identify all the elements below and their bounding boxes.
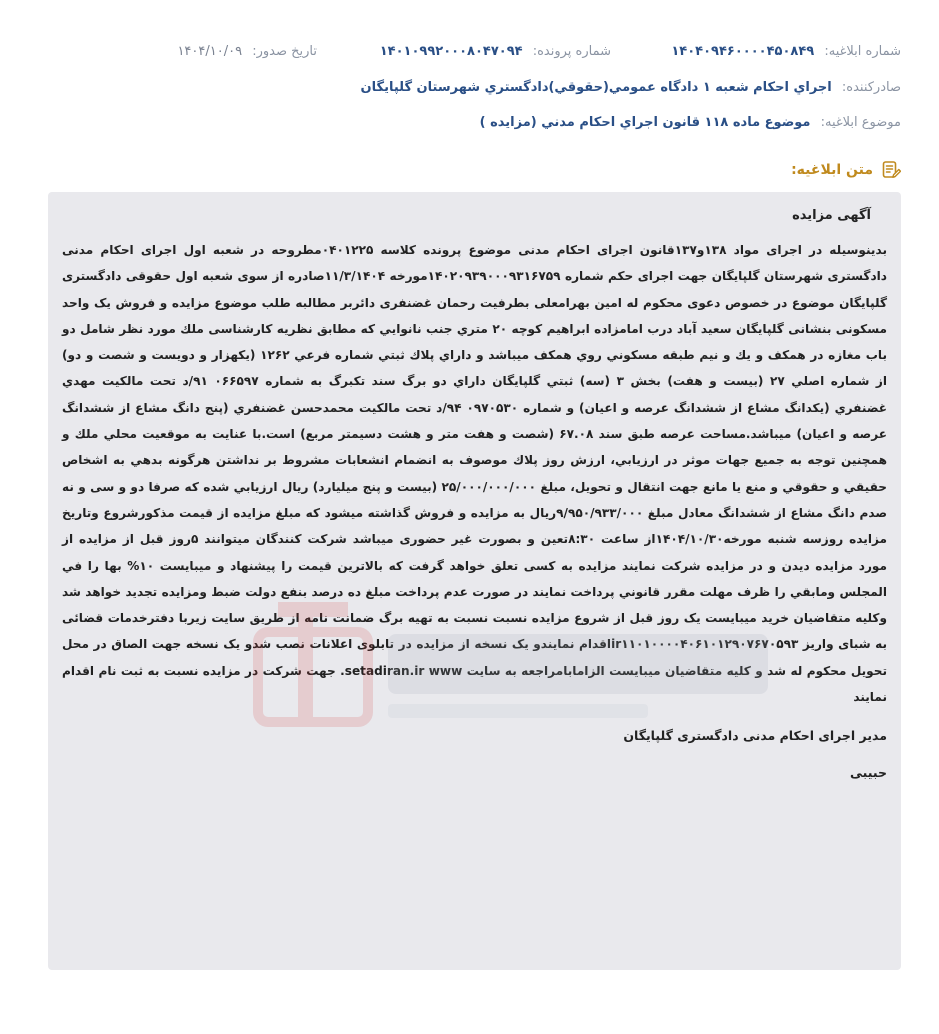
section-title: متن ابلاغیه: bbox=[791, 162, 873, 178]
case-number bbox=[380, 44, 611, 59]
issuer-value: اجراي احکام شعبه ۱ دادگاه عمومي(حقوقي)دادگستري شهرستان گلپايگان bbox=[360, 80, 832, 95]
subject-line bbox=[480, 115, 901, 130]
notice-heading: آگهی مزایده bbox=[792, 208, 871, 223]
case-number-label: شماره پرونده: bbox=[532, 44, 611, 59]
notice-meta-row bbox=[38, 44, 901, 66]
issue-date-label: تاریخ صدور: bbox=[252, 44, 317, 59]
issue-date bbox=[177, 44, 317, 59]
issuer-line bbox=[361, 80, 901, 95]
signoff-title: مدیر اجرای احکام مدنی دادگستری گلپایگان bbox=[623, 728, 887, 744]
subject-label: موضوع ابلاغیه: bbox=[820, 115, 901, 130]
issuer-label: صادرکننده: bbox=[841, 80, 901, 95]
notice-text-section-header bbox=[791, 160, 901, 180]
signoff-name: حبیبی bbox=[850, 765, 887, 781]
subject-value: موضوع ماده ۱۱۸ قانون اجراي احکام مدني (مزايده ) bbox=[479, 115, 811, 130]
document-edit-icon bbox=[881, 160, 901, 180]
notice-number bbox=[671, 44, 901, 59]
notice-body-box bbox=[48, 192, 901, 970]
notice-number-value: ۱۴۰۴۰۹۴۶۰۰۰۰۴۵۰۸۴۹ bbox=[671, 44, 815, 59]
issue-date-value: ۱۴۰۴/۱۰/۰۹ bbox=[177, 44, 243, 59]
case-number-value: ۱۴۰۱۰۹۹۲۰۰۰۸۰۴۷۰۹۴ bbox=[379, 44, 523, 59]
notice-number-label: شماره ابلاغیه: bbox=[824, 44, 901, 59]
notice-body-text: بدینوسیله در اجرای مواد ۱۳۸و۱۳۷قانون اجرای احکام مدنی موضوع پرونده کلاسه ۰۴۰۱۲۲۵مطروحه در شعبه اول اجرای احکام مدنی دادگستری شهرستان گلپایگان جهت اجرای حکم شماره ۱۴۰۲۰۹۳۹۰۰۰۹۳۱۶۷۵۹مورخه ۱۱/۳/۱۴۰۴صادره از سوی شعبه اول حقوقی دادگستری گلپایگان موضوع در خصوص دعوی محکوم له امین بهرامعلی بطرفیت رحمان غضنفری دائربر مطالبه طلب موضوع مزایده و فروش یک واحد مسکونی بنشانی گلپایگان سعید آباد درب امامزاده ابراهیم کوچه ۲۰ متري جنب نانوایي که مطابق نظریه کارشناسی ملك مورد نظر شامل دو باب مغازه در همکف و یك و نیم طبقه مسکوني روي همکف میباشد و داراي پلاك ثبتي شماره فرعي ۱۲۶۲ (یکهزار و دویست و شصت و دو) از شماره اصلي ۲۷ (بیست و هفت) بخش ۳ (سه) ثبتي گلپایگان داراي دو برگ سند تکبرگ به شماره ۰۶۶۵۹۷ ۹۱/د تحت مالکیت مهدي غضنفري (یکدانگ مشاع از ششدانگ عرصه و اعیان) و شماره ۰۹۷۰۵۳۰ ۹۴/د تحت مالکیت محمدحسن غضنفري (پنج دانگ مشاع از ششدانگ عرصه و اعیان) میباشد.مساحت عرصه طبق سند ۶۷.۰۸ (شصت و هفت متر و هشت دسیمتر مربع) است.با عنایت به موقعیت محلي ملك و همچنین توجه به جمیع جهات موثر در ارزیابي، ارزش روز پلاك موصوف به انضمام انشعابات مشروط بر نداشتن هرگونه بدهي به اشخاص حقیقي و حقوقي و منع یا مانع جهت انتقال و تحویل، مبلغ ۲۵/۰۰۰/۰۰۰/۰۰۰ (بیست و پنج میلیارد) ریال ارزیابي شده که صرفا دو و سی و نه صدم دانگ مشاع از ششدانگ معادل مبلغ ۹/۹۵۰/۹۳۳/۰۰۰ریال به مزایده و فروش گذاشته میشود که مبلغ مزایده از قیمت مذکورشروع وتاریخ مزایده روزسه شنبه مورخه۱۴۰۴/۱۰/۳۰از ساعت ۸:۳۰تعین و بصورت غیر حضوری میباشد شرکت کنندگان میتوانند ۵روز قبل از مزایده از مورد مزایده دیدن و در مزایده شرکت نمایند مزایده به کسی تعلق خواهد گرفت که بالاترین قیمت را پیشنهاد و میبایست ۱۰% بها را في المجلس ومابقي را ظرف مهلت مقرر قانوني پرداخت نمایند در صورت عدم پرداخت مبلغ ده درصد بنفع دولت ضبط ومزایده تجدید خواهد شد وکلیه متقاضیان خرید میبایست یک روز قبل از شروع مزایده نسبت نسبت به تهیه برگ ضمانت نامه از طریق سایت زیربا دفترخدمات قضائی به شبای واریز ir۱۱۰۱۰۰۰۰۴۰۶۱۰۱۲۹۰۷۶۷۰۵۹۳اقدام نمایندو یک نسخه از مزایده در تابلوی اعلانات نصب شدو یک نسخه جهت الصاق در محل تحویل محکوم له شد و کلیه متقاضیان میبایست الزامابامراجعه به سایت setadiran.ir www. جهت شرکت در مزایده نسبت به ثبت نام اقدام نمایند bbox=[62, 243, 888, 705]
